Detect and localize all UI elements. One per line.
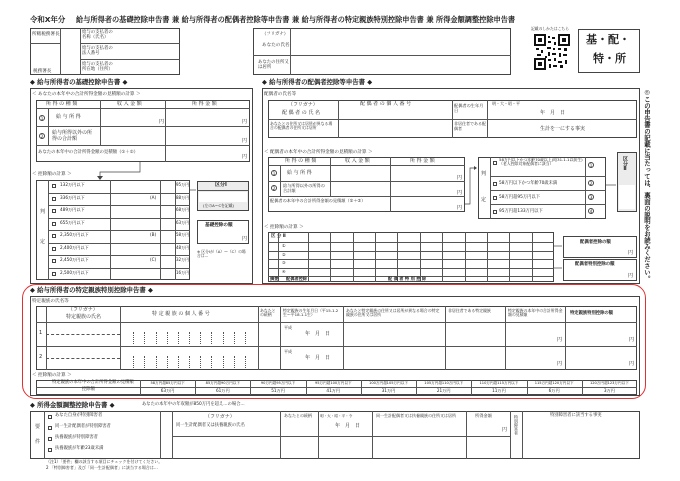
adjust-income-col: 所得金額 [475,413,492,418]
basic-row-amount: 16万円 [176,269,190,275]
adjust-foot-1: （注1）「要件」欄の該当する項目にチェックを付けてください。 [46,459,163,464]
spouse-abstract-a: 配偶者控除 [286,276,307,281]
tokutei-calc-value: 3万円 [603,388,615,393]
tokutei-calc-bracket: 90万円超95万円以下 [260,381,296,385]
spouse-addr-note: あなたとの住所又は居所が異なる場合の配偶者の住所又は居所 [270,121,333,131]
tokutei-furigana: （フリガナ） [68,307,98,313]
spouse-calc-row-label: ④ [282,268,286,274]
tokutei-calc-value: 61万円 [215,388,230,393]
payer-addr-label: 給与の支払者の所在地（住所） [82,62,113,73]
tokutei-calc-bracket: 100万円超105万円以下 [369,381,408,385]
side-note: ◎この申告書の記載に当たっては、裏面の説明をお読みください。 [643,88,651,282]
adjust-side-label: 特別障害者 [514,415,519,435]
basic-heading: ◆ 給与所得者の基礎控除申告書 ◆ [30,78,128,86]
spouse-check-4-label: 95万円超133万円以下 [499,209,543,214]
tokutei-calc-bracket: 115万円超120万円以下 [534,381,574,385]
adjust-foot-2: 2 「特別障害者」及び「同一生計配偶者」に該当する場合は… [46,465,158,470]
spouse-check-2-label: 58万円以下かつ年齢70歳未満 [499,181,558,186]
basic-row2-label: 給与所得以外の所得の合計額 [52,130,93,142]
tax-office-label: 所轄税務署長 [32,32,60,37]
tokutei-calc-row-label: 特定親族の本年中の合計所得金額の見積額 [52,380,134,385]
spouse-calc-row-label: ② [282,251,286,257]
basic-row-range: 489万円以下 [60,207,85,213]
basic-row-amount: 68万円 [176,207,190,213]
basic-row-class: (B) [150,232,157,238]
basic-col-kind: 所 得 の 種 類 [46,101,78,107]
basic-row1-label: 給 与 所 得 [56,114,81,120]
adjust-item-label: 同一生計配偶者が特別障害者 [55,424,111,429]
tokutei-calc-value: 51万円 [271,388,285,393]
spouse-birth-label: 配偶者の生年月日 [454,103,484,113]
payer-name-label: 給与の支払者の名称（氏名） [82,30,113,41]
tokutei-name-col: 特定親族の氏名 [66,314,102,320]
spouse-name-col: 配 偶 者 の 氏 名 [282,110,320,116]
spouse-ded-label: 配偶者控除の額 [580,240,611,245]
basic-note: ※ 区分Ⅰが（A）〜（C）の場合は… [197,249,246,259]
tokutei-calc-bracket: 85万円超90万円以下 [205,381,240,385]
qr-caption: 記載のしかたはこちら [531,26,569,31]
adjust-era: 明・大・昭・平・令 [320,414,353,418]
basic-row-range: 2,350万円以下 [60,232,89,238]
adjust-heading: ◆ 所得金額調整控除申告書 ◆ [30,401,115,409]
basic-row-class: (C) [150,257,157,263]
basic-col-expense: 所 得 金 額 [192,101,217,107]
tax-office-suffix: 税務署長 [33,69,52,74]
spouse-kubun2-header: 区 分 Ⅱ [271,234,286,239]
tokutei-calc-bracket: 95万円超100万円以下 [314,381,352,385]
kubun1-label: 区分Ⅰ [215,182,227,188]
spouse-sp-label: 配偶者特別控除の額 [575,262,615,267]
tokutei-calc-value: 41万円 [326,388,341,393]
tokutei-calc-value: 31万円 [381,388,396,393]
stamp-line-2: 特・所 [593,52,626,65]
tokutei-row-2-no: 2 [39,354,43,360]
spouse-check-3-label: 58万円超95万円以下 [499,195,541,200]
spouse-total-label: 配偶者の本年中の合計所得金額の見積額（①＋②） [270,198,366,203]
spouse-abstract-label: 摘要 [270,276,279,281]
spouse-abstract-b: 配 偶 者 特 別 控 除 [388,276,427,281]
kubun1-note: (左のA〜Cを記載) [203,203,234,208]
tokutei-amount-col: 特定親族特別控除の額 [570,311,613,316]
basic-row-amount: 88万円 [176,194,190,200]
tokutei-birth-col: 特定親族の生年月日（平15.1.2生〜平18.1.1生） [283,308,339,318]
spouse-nonres-value: 生計を一にする事実 [540,126,586,132]
basic-deduction-label: ＜ 控除額の計算 ＞ [32,172,72,177]
spouse-calc-row-label: ③ [282,260,286,265]
adjust-fact-col: 特別障害者に該当する事実 [550,413,602,418]
basic-row-range: 2,450万円以下 [60,257,89,263]
basic-row-range: 132万円以下 [60,182,85,188]
basic-col-income: 収 入 金 額 [117,101,142,107]
tokutei-mynumber-col: 特 定 親 族 の 個 人 番 号 [152,311,210,317]
basic-amount-label: 基礎控除の額 [205,223,233,228]
tokutei-heading: ◆ 給与所得者の特定親族特別控除申告書 ◆ [30,286,153,294]
adjust-item-label: 扶養親族が年齢23歳未満 [55,446,104,451]
tokutei-calc-label: ＜ 控除額の計算 ＞ [32,373,72,378]
tokutei-calc-value: 21万円 [436,388,451,393]
spouse-check-1-label: 58万円以下かつ年齢70歳以上(昭31.1.1以前生)（老人控除対象配偶者に該当） [499,157,583,167]
tokutei-name-label: 特定親族の氏名等 [32,299,69,304]
spouse-row1: 給 与 所 得 [287,170,312,176]
spouse-heading: ◆ 給与所得者の配偶者控除等申告書 ◆ [262,78,373,86]
tokutei-calc-row2: 控除額 [82,387,95,392]
tokutei-calc-bracket: 105万円超110万円以下 [424,381,464,385]
spouse-calc-label: ＜ 控除額の計算 ＞ [264,225,304,230]
spouse-nonres-label: 非居住者である配偶者 [454,121,486,131]
basic-estimate-label: ＜ あなたの本年中の合計所得金額の見積額の計算 ＞ [32,92,141,97]
tokutei-calc-value: 63万円 [160,388,175,393]
basic-row-range: 655万円以下 [60,219,85,225]
your-name-label: あなたの氏名 [262,43,290,48]
adjust-addr-col: 同一生計配偶者又は扶養親族の住所又は居所 [376,413,456,418]
adjust-item-label: あなた自身が特別障害者 [55,413,103,418]
basic-row-range: 2,400万円以下 [60,244,89,250]
stamp-line-1: 基・配・ [586,33,630,46]
spouse-name-label: 配偶者の氏名等 [264,92,297,97]
furigana-label: （フリガナ） [262,32,289,37]
basic-row-amount: 95万円 [176,182,190,188]
adjust-note: あなたの本年中の年収額が850万円を超え…の場合… [142,402,245,407]
spouse-estimate-label: ＜ 配偶者の本年中の合計所得金額の見積額の計算 ＞ [264,150,373,155]
tokutei-row-1-no: 1 [39,330,43,336]
tokutei-calc-bracket: 120万円超123万円以下 [589,381,629,385]
basic-row-amount: 32万円 [176,257,190,263]
tokutei-calc-value: 6万円 [548,388,560,393]
tokutei-estimate-col: 特定親族の本年中の合計所得金額の見積額 [508,308,563,318]
basic-row-amount: 48万円 [176,244,190,250]
adjust-item-label: 扶養親族が特別障害者 [55,435,98,440]
spouse-mynumber-label: 配 偶 者 の 個 人 番 号 [360,101,412,107]
spouse-era: 明・大・昭・平 [492,101,520,106]
adjust-name-col: 同一生計配偶者又は扶養親族の氏名 [176,423,245,428]
basic-row-amount: 58万円 [176,232,190,238]
kubun2-side-label: 区分Ⅱ [622,156,628,172]
spouse-furigana: （フリガナ） [288,102,318,108]
tokutei-addr-col: あなたと特定親族の住所又は居所が異なる場合の特定親族の住所又は居所 [346,308,440,318]
tokutei-nonres-col: 非居住者である特定親族 [448,308,491,313]
tokutei-calc-bracket: 58万円超85万円以下 [150,381,185,385]
basic-total-label: あなたの本年中の合計所得金額の見積額（①＋②） [38,150,139,155]
tokutei-calc-bracket: 110万円超115万円以下 [479,381,519,385]
year-label: 令和X年分 [30,15,66,24]
basic-row-range: 2,500万円以下 [60,269,89,275]
basic-row-amount: 63万円 [176,219,190,225]
payer-corp-label: 給与の支払者の法人番号 [82,46,113,57]
spouse-calc-row-label: ① [282,243,286,248]
basic-row-class: (A) [150,194,157,200]
basic-row-range: 336万円以下 [60,194,85,200]
adjust-relation-col: あなたとの続柄 [284,413,312,418]
tokutei-relation-col: あなたとの続柄 [260,308,276,318]
spouse-row2: 給与所得以外の所得の合計額 [283,183,325,193]
form-title: 給与所得者の基礎控除申告書 兼 給与所得者の配偶者控除等申告書 兼 給与所得者の特定親族特別控除申告書 兼 所得金額調整控除申告書 [76,15,516,24]
tokutei-calc-value: 11万円 [492,388,506,393]
your-addr-label: あなたの住所又は居所 [258,60,289,71]
